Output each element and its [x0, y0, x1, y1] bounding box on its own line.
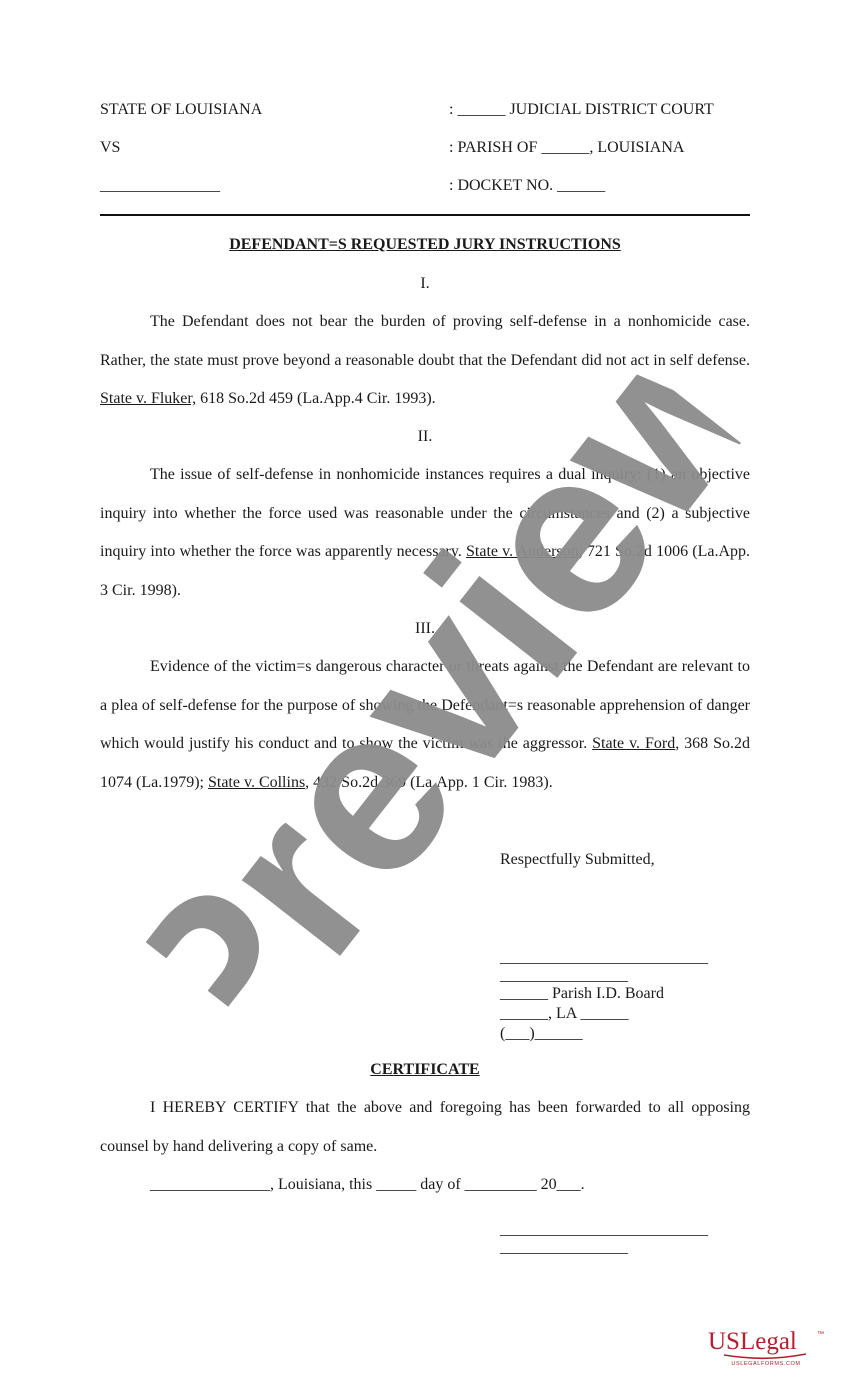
logo-brand-text: USLegal: [708, 1328, 797, 1355]
section-3-text-b: , 368 So.2d 1074 (La.1979);: [100, 735, 750, 791]
watermark-text: Preview: [103, 310, 777, 1070]
section-numeral-3: III.: [415, 620, 435, 637]
document-title: DEFENDANT=S REQUESTED JURY INSTRUCTIONS: [229, 236, 621, 253]
logo-subtext: USLEGALFORMS.COM: [731, 1361, 801, 1367]
caption-state: STATE OF LOUISIANA: [100, 101, 263, 118]
section-paragraph-3: [100, 648, 750, 802]
uslegal-logo: [706, 1324, 826, 1368]
citation-fluker: State v. Fluker,: [100, 390, 197, 407]
caption-defendant-blank: _______________: [100, 177, 220, 194]
section-paragraph-1: [100, 303, 750, 419]
certificate-date-line: _______________, Louisiana, this _____ day of _________ 20___.: [150, 1176, 585, 1193]
caption-docket: : DOCKET NO. ______: [449, 177, 606, 194]
certificate-signature-line: __________________________: [500, 1221, 708, 1238]
certificate-body-text: I HEREBY CERTIFY that the above and foregoing has been forwarded to all opposing counsel by hand delivering a copy of same.: [100, 1099, 750, 1155]
section-1-text-b: 618 So.2d 459 (La.App.4 Cir. 1993).: [196, 390, 436, 407]
caption-divider: [100, 214, 750, 216]
section-numeral-1: I.: [420, 275, 430, 292]
certificate-body: [100, 1089, 750, 1166]
section-paragraph-2: [100, 456, 750, 610]
signature-line: __________________________: [500, 949, 708, 966]
closing-respectfully-submitted: Respectfully Submitted,: [500, 851, 655, 868]
certificate-signature-name-line: ________________: [500, 1239, 628, 1256]
caption-vs: VS: [100, 139, 121, 156]
caption-court: : ______ JUDICIAL DISTRICT COURT: [449, 101, 714, 118]
section-2-text-b: , 721 So.2d 1006 (La.App. 3 Cir. 1998).: [100, 543, 751, 599]
section-1-text-a: The Defendant does not bear the burden of proving self-defense in a nonhomicide case. Rather, the state must prove beyond a reasonable doubt that the Defendant did not act in self defense.: [100, 313, 750, 369]
citation-collins: State v. Collins: [207, 773, 306, 791]
citation-ford: State v. Ford: [592, 735, 676, 752]
certificate-heading: CERTIFICATE: [370, 1061, 480, 1078]
logo-tm: ™: [817, 1331, 824, 1338]
signature-name-line: ________________: [500, 967, 628, 984]
citation-anderson: State v. Anderson: [466, 543, 579, 560]
section-2-text-a: The issue of self-defense in nonhomicide instances requires a dual inquiry: (1) an objective inquiry into whether the force used was reasonable under the circumstances and (2) a subjective inquiry into whether the force was apparently necessary.: [100, 466, 750, 560]
section-numeral-2: II.: [417, 428, 433, 445]
signature-board: ______ Parish I.D. Board: [500, 985, 664, 1002]
signature-city: ______, LA ______: [500, 1005, 629, 1022]
signature-phone: (___)______: [500, 1025, 583, 1042]
caption-parish: : PARISH OF ______, LOUISIANA: [449, 139, 685, 156]
section-3-text-c: , 432 So.2d 369 (La.App. 1 Cir. 1983).: [305, 773, 553, 791]
section-3-text-a: Evidence of the victim=s dangerous character or threats against the Defendant are relevant to a plea of self-defense for the purpose of showing the Defendant=s reasonable apprehension of danger which would justify his conduct and to show the victim was the aggressor.: [100, 658, 750, 752]
